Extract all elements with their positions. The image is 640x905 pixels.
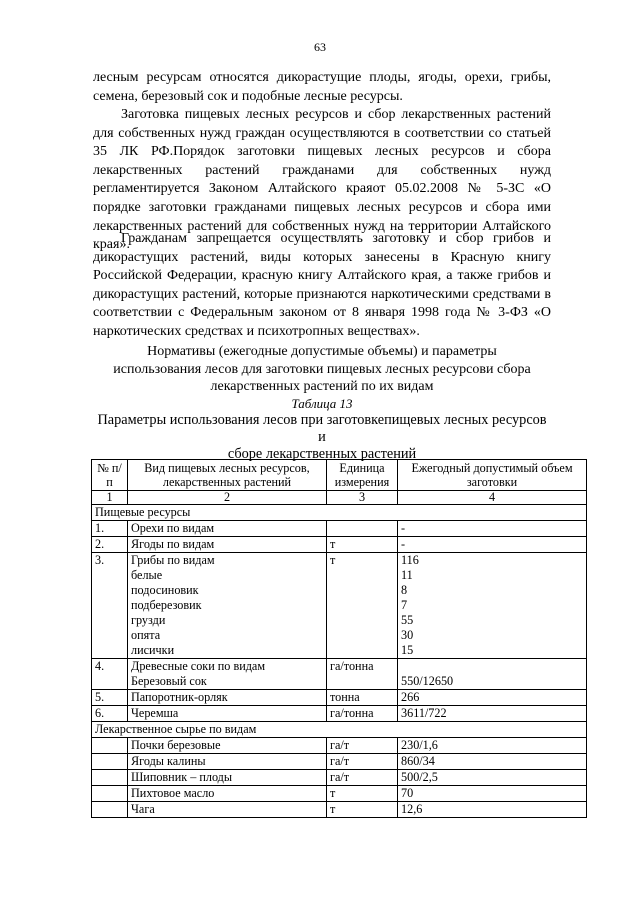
mushroom-volume: 30 [401, 628, 414, 642]
row-num: 2. [92, 537, 128, 553]
mushroom-kind: подберезовик [131, 598, 202, 612]
table-row [92, 738, 587, 754]
row-unit [327, 521, 398, 537]
mushroom-kind: грузди [131, 613, 166, 627]
table-label: Таблица 13 [291, 396, 353, 411]
mushroom-volume: 11 [401, 568, 413, 582]
table-row [92, 537, 587, 553]
paragraph-3-text: Гражданам запрещается осуществлять заготовку и сбор грибов и дикорастущих растений, виды которых занесены в Красную книгу Российской Федерации, красную книгу Алтайского края, а также грибов и дикорастущих растений, которые признаются наркотическими средствами в соответствии с Федеральным законом от 8 января 1998 года № 3-ФЗ «О наркотических средствах и психотропных веществах». [93, 231, 551, 339]
row-num: 1. [92, 521, 128, 537]
table-title-line-1: Параметры использования лесов при заготовкепищевых лесных ресурсов и [97, 412, 547, 445]
row-volume: 116 [401, 553, 419, 567]
section-heading-line-1: Нормативы (ежегодные допустимые объемы) и параметры [147, 344, 497, 359]
header-volume: Ежегодный допустимый объем заготовки [398, 460, 587, 491]
table-row [92, 770, 587, 786]
table-row [92, 690, 587, 706]
row-kind: Шиповник – плоды [128, 770, 327, 786]
row-num [92, 754, 128, 770]
section-row-medicinal [92, 722, 587, 738]
paragraph-1 [93, 69, 551, 106]
column-number: 1 [92, 491, 128, 505]
table-title-line-2: сборе лекарственных растений [227, 446, 417, 462]
row-kind: Почки березовые [128, 738, 327, 754]
row-volume: 860/34 [398, 754, 587, 770]
header-num: № п/п [92, 460, 128, 491]
row-unit: тонна [327, 690, 398, 706]
row-volume: - [398, 521, 587, 537]
row-kind: Чага [128, 802, 327, 818]
row-volume: 266 [398, 690, 587, 706]
section-heading-line-2: использования лесов для заготовки пищевых лесных ресурсови сбора [113, 361, 531, 377]
row-volume-list [398, 553, 587, 659]
row-kind: Грибы по видам [131, 553, 215, 567]
row-volume: 3611/722 [398, 706, 587, 722]
section-medicinal-label: Лекарственное сырье по видам [92, 722, 587, 738]
row-unit: га/т [327, 754, 398, 770]
row-volume: - [398, 537, 587, 553]
row-num [92, 770, 128, 786]
row-volume-list [398, 659, 587, 690]
table-row-sap [92, 659, 587, 690]
row-kind: Ягоды калины [128, 754, 327, 770]
row-volume: 12,6 [398, 802, 587, 818]
table-header-row [92, 460, 587, 491]
row-num: 6. [92, 706, 128, 722]
mushroom-volume: 7 [401, 598, 408, 612]
row-kind: Орехи по видам [128, 521, 327, 537]
column-number: 4 [398, 491, 587, 505]
paragraph-1-text: лесным ресурсам относятся дикорастущие плоды, ягоды, орехи, грибы, семена, березовый сок и подобные лесные ресурсы. [93, 70, 551, 104]
row-kind-list [128, 553, 327, 659]
table-title [93, 412, 551, 463]
resources-table [91, 459, 587, 818]
row-num: 4. [92, 659, 128, 690]
row-unit: га/тонна [327, 659, 398, 690]
row-volume-spacer [401, 659, 583, 674]
paragraph-2-text: Заготовка пищевых лесных ресурсов и сбор лекарственных растений для собственных нужд граждан осуществляются в соответствии со статьей 35 ЛК РФ.Порядок заготовки пищевых лесных ресурсов и сбора лекарственных растений гражданами для собственных нужд регламентируется Законом Алтайского краяот 05.02.2008 № 5-ЗС «О порядке заготовки гражданами пищевых лесных ресурсов и сбора ими лекарственных растений для собственных нужд на территории Алтайского края». [93, 107, 551, 253]
row-num: 3. [92, 553, 128, 659]
column-number: 2 [128, 491, 327, 505]
section-food-label: Пищевые ресурсы [92, 505, 587, 521]
mushroom-volume: 8 [401, 583, 408, 597]
table-row [92, 706, 587, 722]
row-unit: га/т [327, 770, 398, 786]
row-kind: Папоротник-орляк [128, 690, 327, 706]
paragraph-3 [93, 230, 551, 342]
row-kind: Черемша [128, 706, 327, 722]
section-heading-line-3: лекарственных растений по их видам [210, 379, 434, 394]
table-row-mushrooms [92, 553, 587, 659]
mushroom-volume: 15 [401, 643, 414, 657]
row-volume: 70 [398, 786, 587, 802]
header-kind: Вид пищевых лесных ресурсов, лекарственных растений [128, 460, 327, 491]
mushroom-kind: белые [131, 568, 163, 582]
mushroom-kind: опята [131, 628, 161, 642]
page-number: 63 [314, 40, 326, 54]
row-unit: т [327, 553, 398, 659]
row-unit: т [327, 786, 398, 802]
row-volume: 230/1,6 [398, 738, 587, 754]
row-kind: Древесные соки по видам [131, 659, 266, 673]
row-unit: га/тонна [327, 706, 398, 722]
section-heading [93, 343, 551, 396]
header-unit: Единица измерения [327, 460, 398, 491]
table-row [92, 754, 587, 770]
row-unit: т [327, 802, 398, 818]
row-unit: га/т [327, 738, 398, 754]
section-row-food [92, 505, 587, 521]
row-sub-kind: Березовый сок [131, 674, 207, 688]
column-number-row [92, 491, 587, 505]
mushroom-kind: подосиновик [131, 583, 199, 597]
row-unit: т [327, 537, 398, 553]
table-row [92, 786, 587, 802]
row-num [92, 786, 128, 802]
table-row [92, 802, 587, 818]
mushroom-volume: 55 [401, 613, 414, 627]
row-kind-list [128, 659, 327, 690]
column-number: 3 [327, 491, 398, 505]
table-row [92, 521, 587, 537]
row-volume: 500/2,5 [398, 770, 587, 786]
row-num: 5. [92, 690, 128, 706]
row-kind: Пихтовое масло [128, 786, 327, 802]
row-num [92, 738, 128, 754]
mushroom-kind: лисички [131, 643, 175, 657]
row-kind: Ягоды по видам [128, 537, 327, 553]
row-num [92, 802, 128, 818]
row-volume: 550/12650 [401, 674, 454, 688]
